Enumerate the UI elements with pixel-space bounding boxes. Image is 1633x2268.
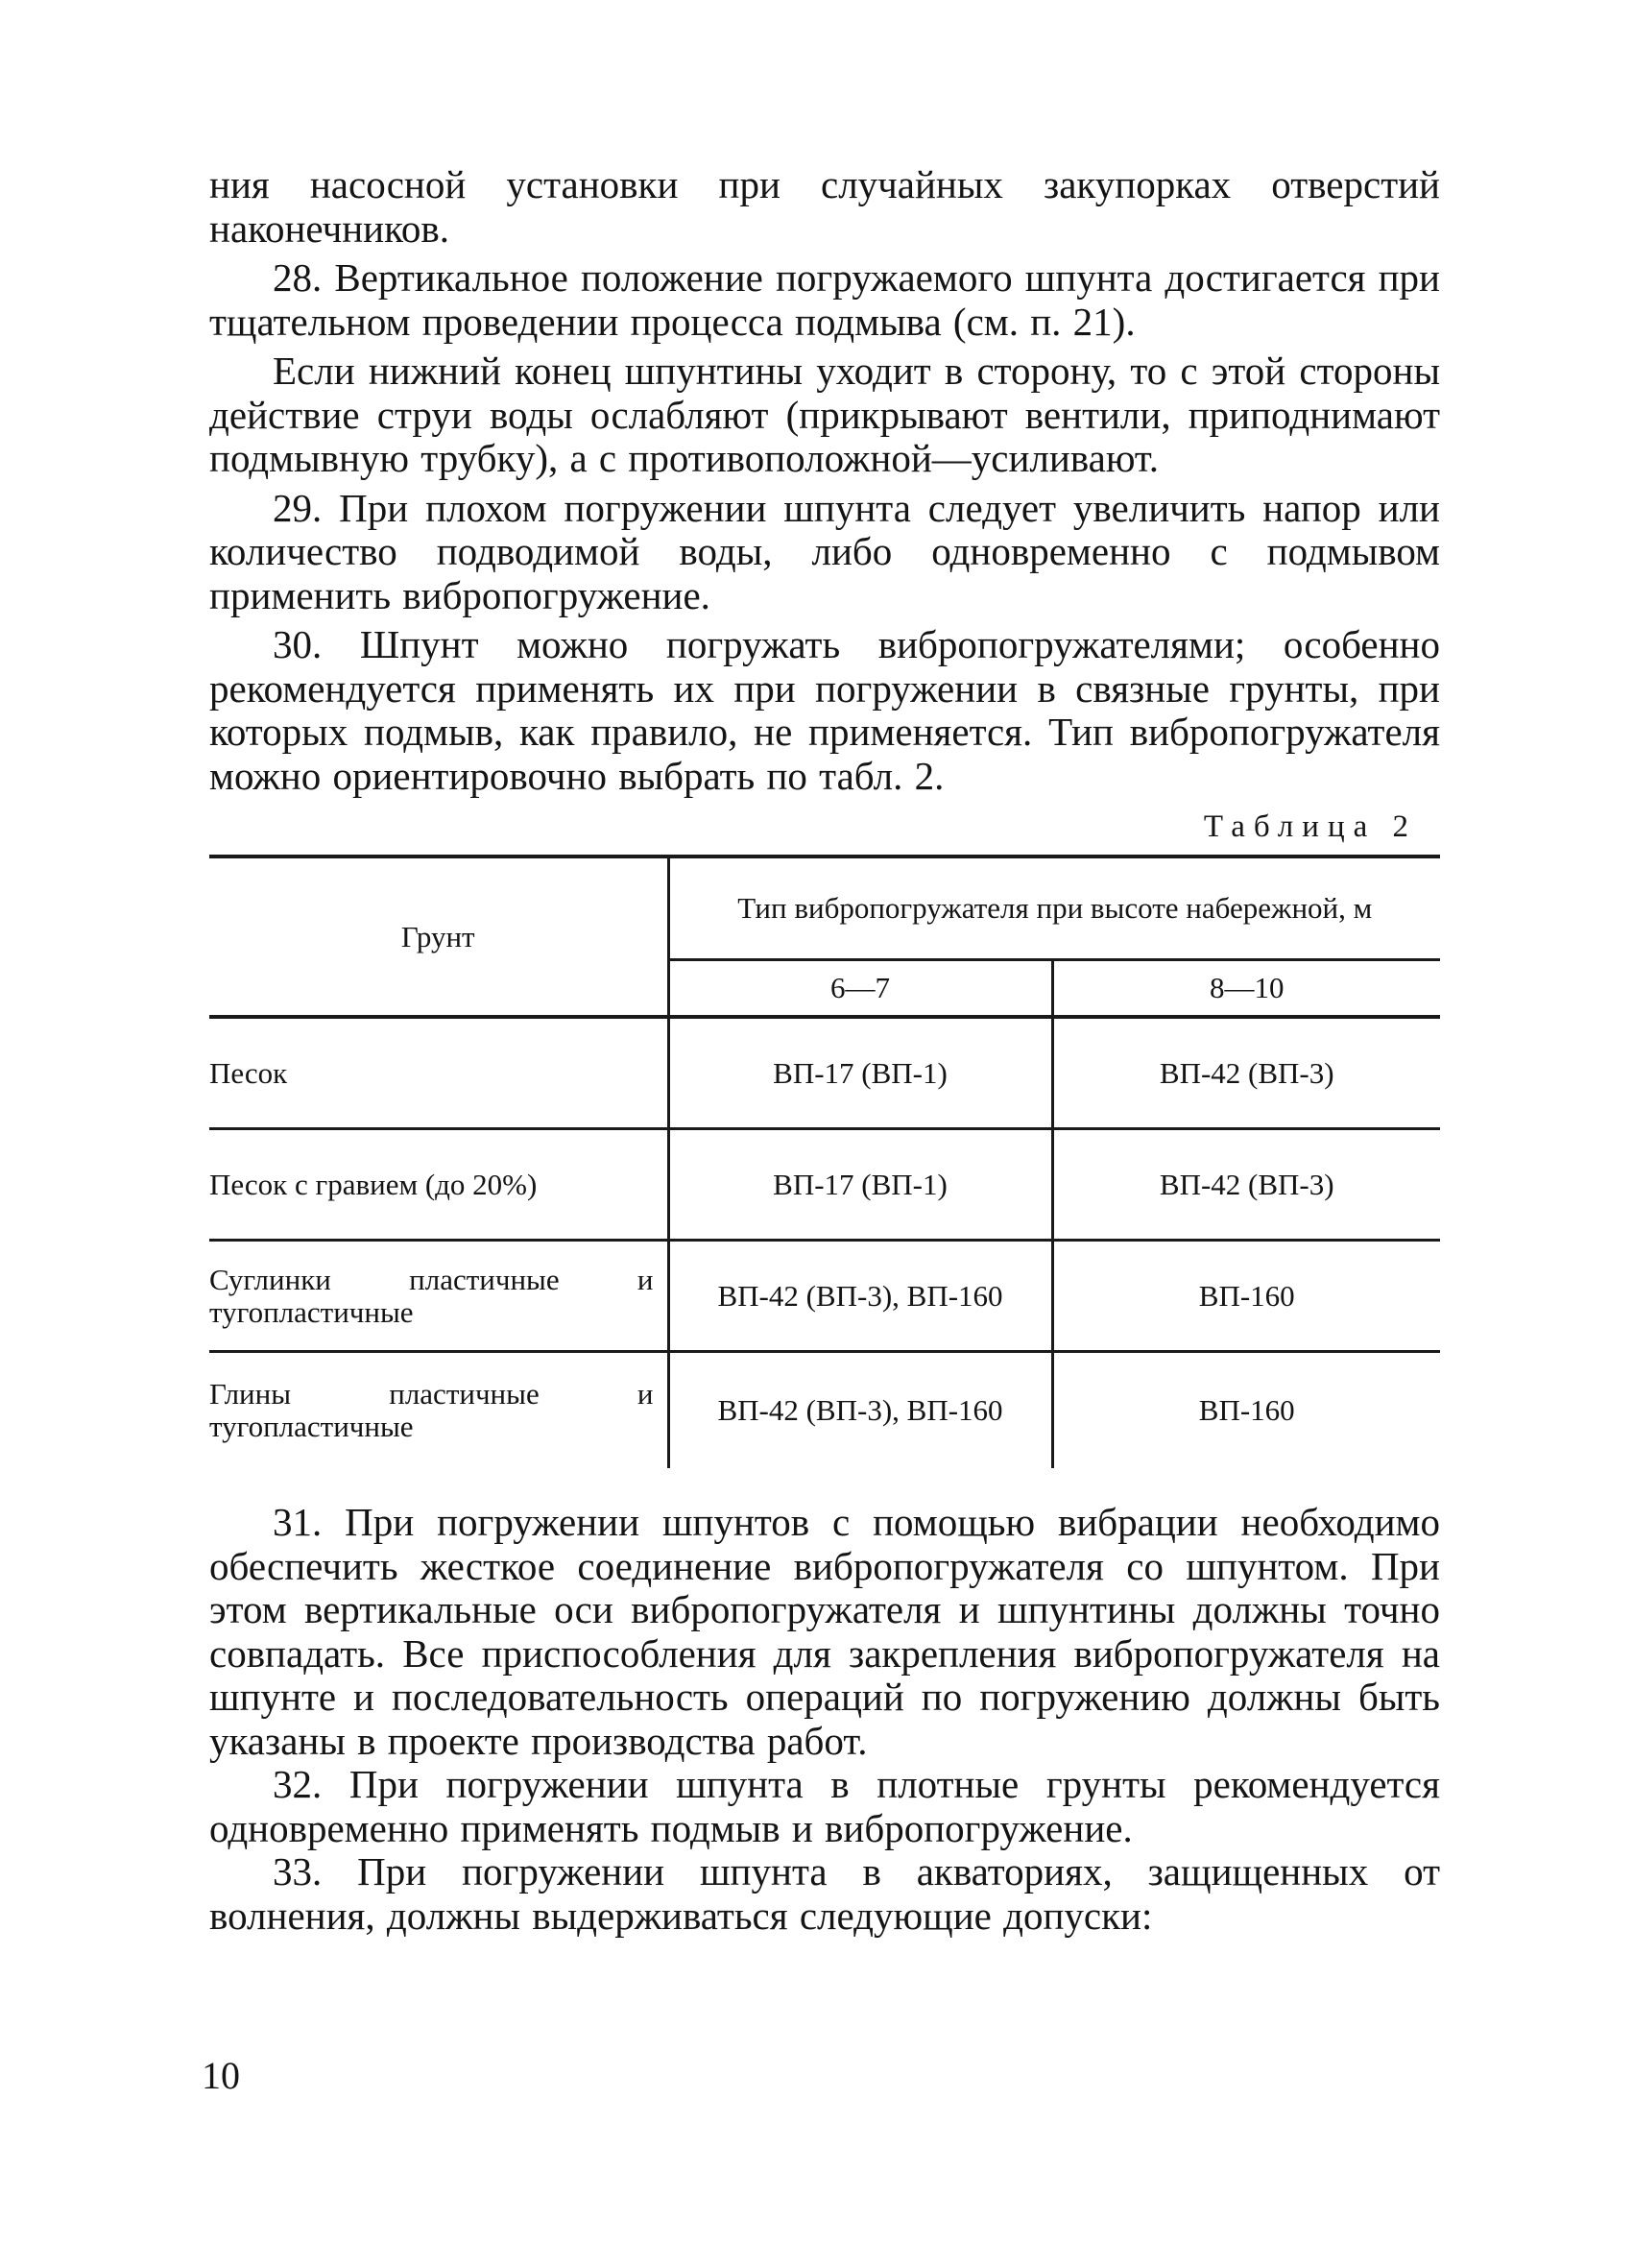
cell-value-6-7: ВП-42 (ВП-3), ВП-160 [668, 1241, 1052, 1352]
paragraph-30: 30. Шпунт можно погружать вибропогружателями; особенно рекомендуется применять их при погружении в связные грунты, при которых подмыв, как правило, не применяется. Тип вибропогружателя можно ориентировочно выбрать по табл. 2. [209, 622, 1440, 798]
cell-value-8-10: ВП-42 (ВП-3) [1052, 1129, 1440, 1241]
table-row [209, 1352, 1440, 1469]
paragraph-29: 29. При плохом погружении шпунта следует увеличить напор или количество подводимой воды, либо одновременно с подмывом применить вибропогружение. [209, 485, 1440, 617]
page-number: 10 [202, 2054, 240, 2097]
cell-value-6-7: ВП-42 (ВП-3), ВП-160 [668, 1352, 1052, 1469]
table-header-row [209, 857, 1440, 960]
paragraph-33: 33. При погружении шпунта в акваториях, защищенных от волнения, должны выдерживаться следующие допуски: [209, 1849, 1440, 1938]
vibrodriver-table [209, 855, 1440, 1468]
header-height-8-10: 8—10 [1052, 960, 1440, 1018]
cell-grunt: Глины пластичные и тугопластичные [209, 1352, 668, 1469]
cell-grunt: Суглинки пластичные и тугопластичные [209, 1241, 668, 1352]
paragraph-continuation: ния насосной установки при случайных закупорках отверстий наконечников. [209, 162, 1440, 251]
paragraph-32: 32. При погружении шпунта в плотные грунты рекомендуется одновременно применять подмыв и вибропогружение. [209, 1762, 1440, 1850]
header-vibrodriver-type: Тип вибропогружателя при высоте набережной, м [668, 857, 1440, 960]
paragraph-28-continued: Если нижний конец шпунтины уходит в сторону, то с этой стороны действие струи воды ослабляют (прикрывают вентили, приподнимают подмывную трубку), а с противоположной—усиливают. [209, 349, 1440, 480]
paragraph-31: 31. При погружении шпунтов с помощью вибрации необходимо обеспечить жесткое соединение вибропогружателя со шпунтом. При этом вертикальные оси вибропогружателя и шпунтины должны точно совпадать. Все приспособления для закрепления вибропогружателя на шпунте и последовательность операций по погружению должны быть указаны в проекте производства работ. [209, 1500, 1440, 1763]
cell-value-8-10: ВП-160 [1052, 1241, 1440, 1352]
header-height-6-7: 6—7 [668, 960, 1052, 1018]
cell-value-6-7: ВП-17 (ВП-1) [668, 1017, 1052, 1129]
cell-value-6-7: ВП-17 (ВП-1) [668, 1129, 1052, 1241]
document-page [209, 163, 1440, 1938]
cell-value-8-10: ВП-42 (ВП-3) [1052, 1017, 1440, 1129]
table-row [209, 1017, 1440, 1129]
cell-grunt: Песок [209, 1017, 668, 1129]
header-grunt: Грунт [209, 857, 668, 1017]
table-row [209, 1241, 1440, 1352]
table-row [209, 1129, 1440, 1241]
cell-value-8-10: ВП-160 [1198, 1393, 1295, 1427]
paragraph-28: 28. Вертикальное положение погружаемого шпунта достигается при тщательном проведении процесса подмыва (см. п. 21). [209, 255, 1440, 344]
cell-grunt: Песок с гравием (до 20%) [209, 1129, 668, 1241]
table-caption: Таблица 2 [1203, 809, 1417, 844]
